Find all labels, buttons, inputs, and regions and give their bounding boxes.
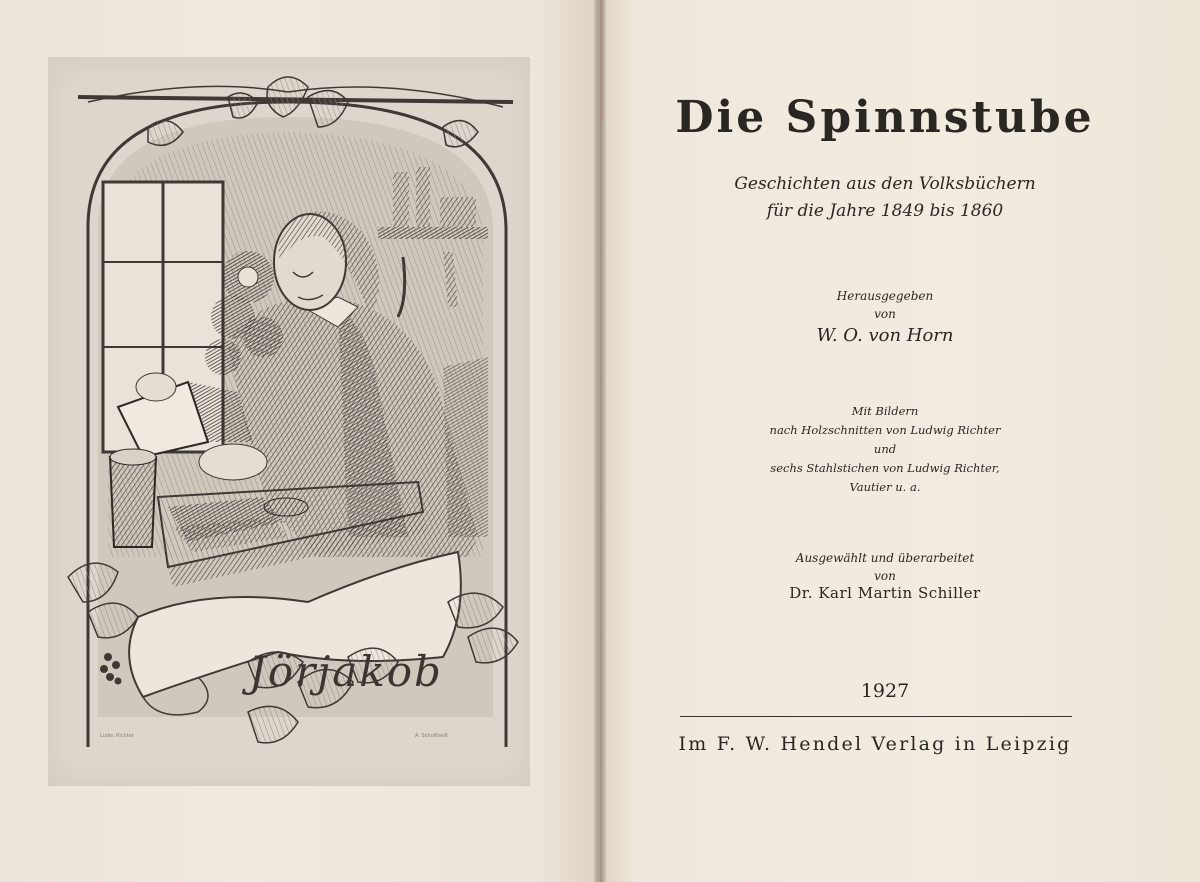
- editor-label-line-1: Herausgegeben: [836, 289, 934, 303]
- illustration-line-1: Mit Bildern: [851, 404, 919, 418]
- subtitle-line-2: für die Jahre 1849 bis 1860: [766, 201, 1004, 221]
- subtitle-line-1: Geschichten aus den Volksbüchern: [734, 174, 1036, 194]
- publisher-imprint: Im F. W. Hendel Verlag in Leipzig: [678, 733, 1072, 755]
- illustration-line-2: nach Holzschnitten von Ludwig Richter: [769, 423, 1001, 437]
- selection-label-line-2: von: [874, 569, 896, 583]
- selection-label-line-1: Ausgewählt und überarbeitet: [795, 551, 975, 565]
- frontispiece-banner-text: Jörjakob: [249, 647, 443, 696]
- illustration-line-4: sechs Stahlstichen von Ludwig Richter,: [770, 461, 1000, 475]
- book-gutter: [594, 0, 606, 882]
- editor-label: [640, 287, 1130, 323]
- frontispiece-plate: [48, 57, 530, 786]
- engraver-credit-right: A. Schultheiß: [415, 733, 448, 739]
- engraver-credit-left: Ludw. Richter: [100, 733, 134, 739]
- illustration-credits: [640, 402, 1130, 497]
- editor-name: W. O. von Horn: [816, 325, 954, 346]
- publication-year: 1927: [860, 680, 910, 702]
- imprint-rule: [680, 716, 1072, 717]
- illustration-line-5: Vautier u. a.: [849, 480, 921, 494]
- left-page: [0, 0, 598, 882]
- selector-name: Dr. Karl Martin Schiller: [789, 584, 981, 602]
- illustration-line-3: und: [873, 442, 897, 456]
- book-subtitle: [640, 171, 1130, 225]
- editor-label-line-2: von: [874, 307, 896, 321]
- binding-thread: [601, 0, 603, 120]
- selection-label: [640, 549, 1130, 585]
- book-title: Die Spinnstube: [675, 92, 1095, 143]
